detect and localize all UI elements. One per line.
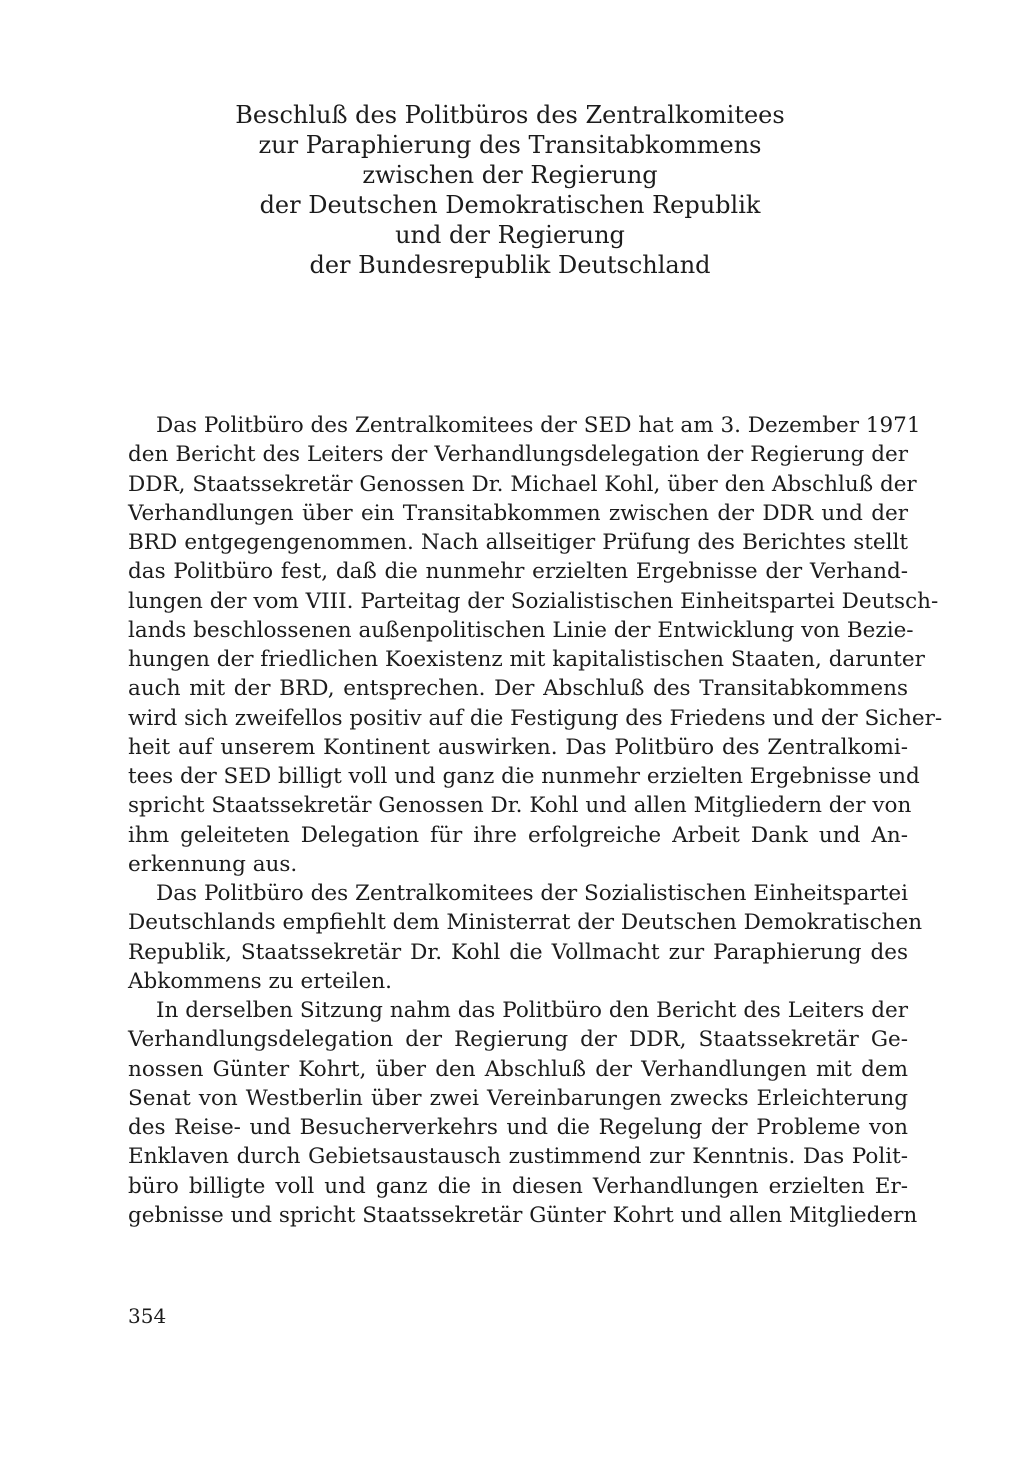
title-line: Beschluß des Politbüros des Zentralkomitees bbox=[235, 101, 785, 129]
text-line: Senat von Westberlin über zwei Vereinbarungen zwecks Erleichterung bbox=[128, 1085, 908, 1111]
text-line: heit auf unserem Kontinent auswirken. Das Politbüro des Zentralkomi- bbox=[128, 734, 908, 760]
text-line: gebnisse und spricht Staatssekretär Günter Kohrt und allen Mitgliedern bbox=[128, 1202, 918, 1228]
title-line: der Bundesrepublik Deutschland bbox=[309, 251, 711, 279]
text-line: spricht Staatssekretär Genossen Dr. Kohl und allen Mitgliedern der von bbox=[128, 793, 912, 819]
text-line: Deutschlands empfiehlt dem Ministerrat der Deutschen Demokratischen bbox=[128, 910, 923, 936]
text-line: Das Politbüro des Zentralkomitees der SED hat am 3. Dezember 1971 bbox=[156, 413, 921, 438]
text-line: Enklaven durch Gebietsaustausch zustimmend zur Kenntnis. Das Polit- bbox=[128, 1144, 908, 1170]
text-line: ihm geleiteten Delegation für ihre erfolgreiche Arbeit Dank und An- bbox=[128, 822, 908, 848]
text-line: lungen der vom VIII. Parteitag der Sozialistischen Einheitspartei Deutsch- bbox=[128, 588, 939, 614]
title-line: der Deutschen Demokratischen Republik bbox=[259, 191, 761, 219]
title-line: und der Regierung bbox=[395, 221, 625, 249]
text-line: Verhandlungsdelegation der Regierung der DDR, Staatssekretär Ge- bbox=[128, 1027, 908, 1053]
body-text bbox=[128, 411, 943, 1230]
text-line: Verhandlungen über ein Transitabkommen zwischen der DDR und der bbox=[128, 500, 908, 526]
title-line: zwischen der Regierung bbox=[362, 161, 658, 189]
text-line: In derselben Sitzung nahm das Politbüro den Bericht des Leiters der bbox=[156, 998, 908, 1023]
text-line: wird sich zweifellos positiv auf die Festigung des Friedens und der Sicher- bbox=[128, 705, 943, 731]
text-line: nossen Günter Kohrt, über den Abschluß der Verhandlungen mit dem bbox=[128, 1056, 908, 1082]
text-line: den Bericht des Leiters der Verhandlungsdelegation der Regierung der bbox=[128, 442, 908, 468]
text-line: das Politbüro fest, daß die nunmehr erzielten Ergebnisse der Verhand- bbox=[128, 559, 908, 585]
text-line: BRD entgegengenommen. Nach allseitiger Prüfung des Berichtes stellt bbox=[128, 530, 908, 555]
text-line: Abkommens zu erteilen. bbox=[128, 968, 393, 994]
page-number: 354 bbox=[128, 1304, 167, 1328]
title-line: zur Paraphierung des Transitabkommens bbox=[258, 131, 762, 159]
text-line: tees der SED billigt voll und ganz die nunmehr erzielten Ergebnisse und bbox=[128, 764, 920, 789]
text-line: DDR, Staatssekretär Genossen Dr. Michael Kohl, über den Abschluß der bbox=[128, 471, 917, 497]
text-line: des Reise- und Besucherverkehrs und die Regelung der Probleme von bbox=[128, 1115, 908, 1140]
text-line: erkennung aus. bbox=[128, 851, 298, 877]
text-line: büro billigte voll und ganz die in diesen Verhandlungen erzielten Er- bbox=[128, 1173, 908, 1199]
text-line: hungen der friedlichen Koexistenz mit kapitalistischen Staaten, darunter bbox=[128, 647, 925, 672]
text-line: auch mit der BRD, entsprechen. Der Abschluß des Transitabkommens bbox=[128, 676, 908, 702]
text-line: Das Politbüro des Zentralkomitees der Sozialistischen Einheitspartei bbox=[156, 881, 908, 906]
document-title bbox=[130, 100, 890, 280]
text-line: lands beschlossenen außenpolitischen Linie der Entwicklung von Bezie- bbox=[128, 617, 914, 643]
text-line: Republik, Staatssekretär Dr. Kohl die Vollmacht zur Paraphierung des bbox=[128, 939, 908, 965]
